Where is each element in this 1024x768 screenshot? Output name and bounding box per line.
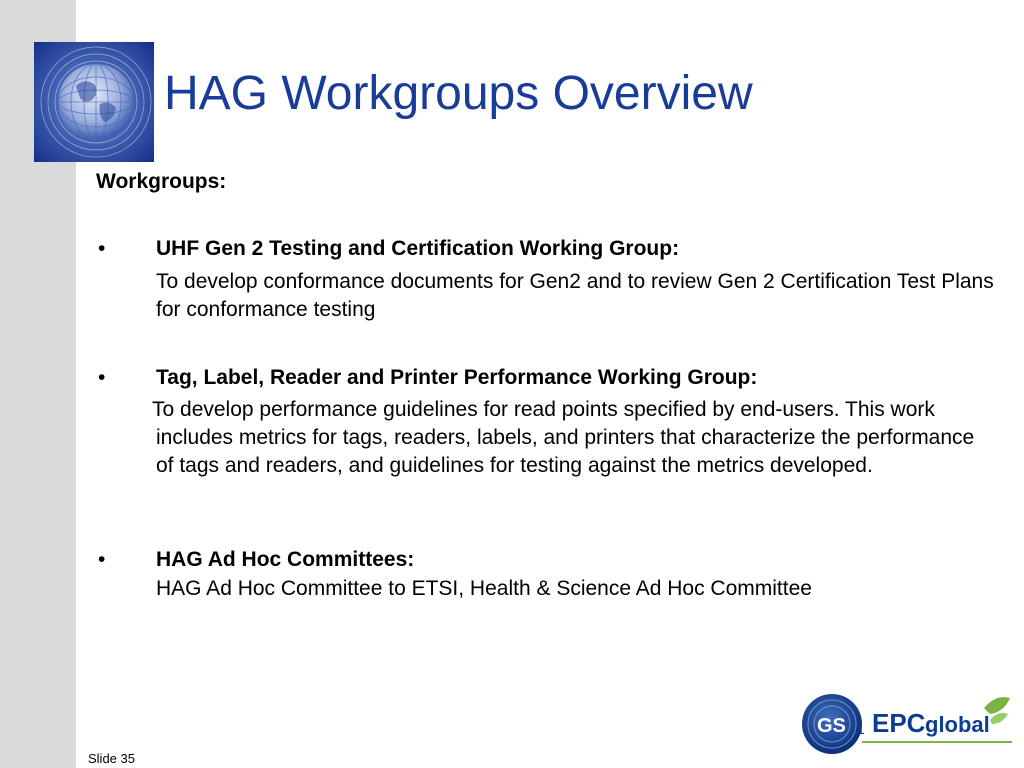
epc-text: EPC (872, 708, 926, 738)
global-text: global (925, 712, 990, 737)
workgroup-title-uhf: UHF Gen 2 Testing and Certification Working Group: (156, 237, 680, 260)
workgroup-description-uhf: To develop conformance documents for Gen2 and to review Gen 2 Certification Test Plans for conformance testing (156, 270, 994, 321)
workgroup-description-performance: To develop performance guidelines for read points specified by end-users. This work includes metrics for tags, readers, labels, and printers that characterize the performance of tags and readers, and guidelines for testing against the metrics developed. (152, 398, 975, 477)
workgroup-title-adhoc: HAG Ad Hoc Committees: (156, 548, 415, 571)
gs1-suffix: 1 (857, 721, 865, 737)
workgroups-heading: Workgroups: (96, 170, 227, 193)
bullet-marker: • (98, 548, 106, 571)
slide-title: HAG Workgroups Overview (164, 67, 753, 120)
workgroup-title-performance: Tag, Label, Reader and Printer Performance Working Group: (156, 366, 758, 389)
gs1-epcglobal-logo (800, 690, 1015, 758)
workgroup-description-adhoc: HAG Ad Hoc Committee to ETSI, Health & Science Ad Hoc Committee (156, 577, 812, 600)
globe-icon (34, 42, 154, 162)
bullet-marker: • (98, 237, 106, 260)
bullet-marker: • (98, 366, 106, 389)
gs1-text: GS (817, 715, 846, 737)
slide-number: Slide 35 (88, 751, 135, 766)
